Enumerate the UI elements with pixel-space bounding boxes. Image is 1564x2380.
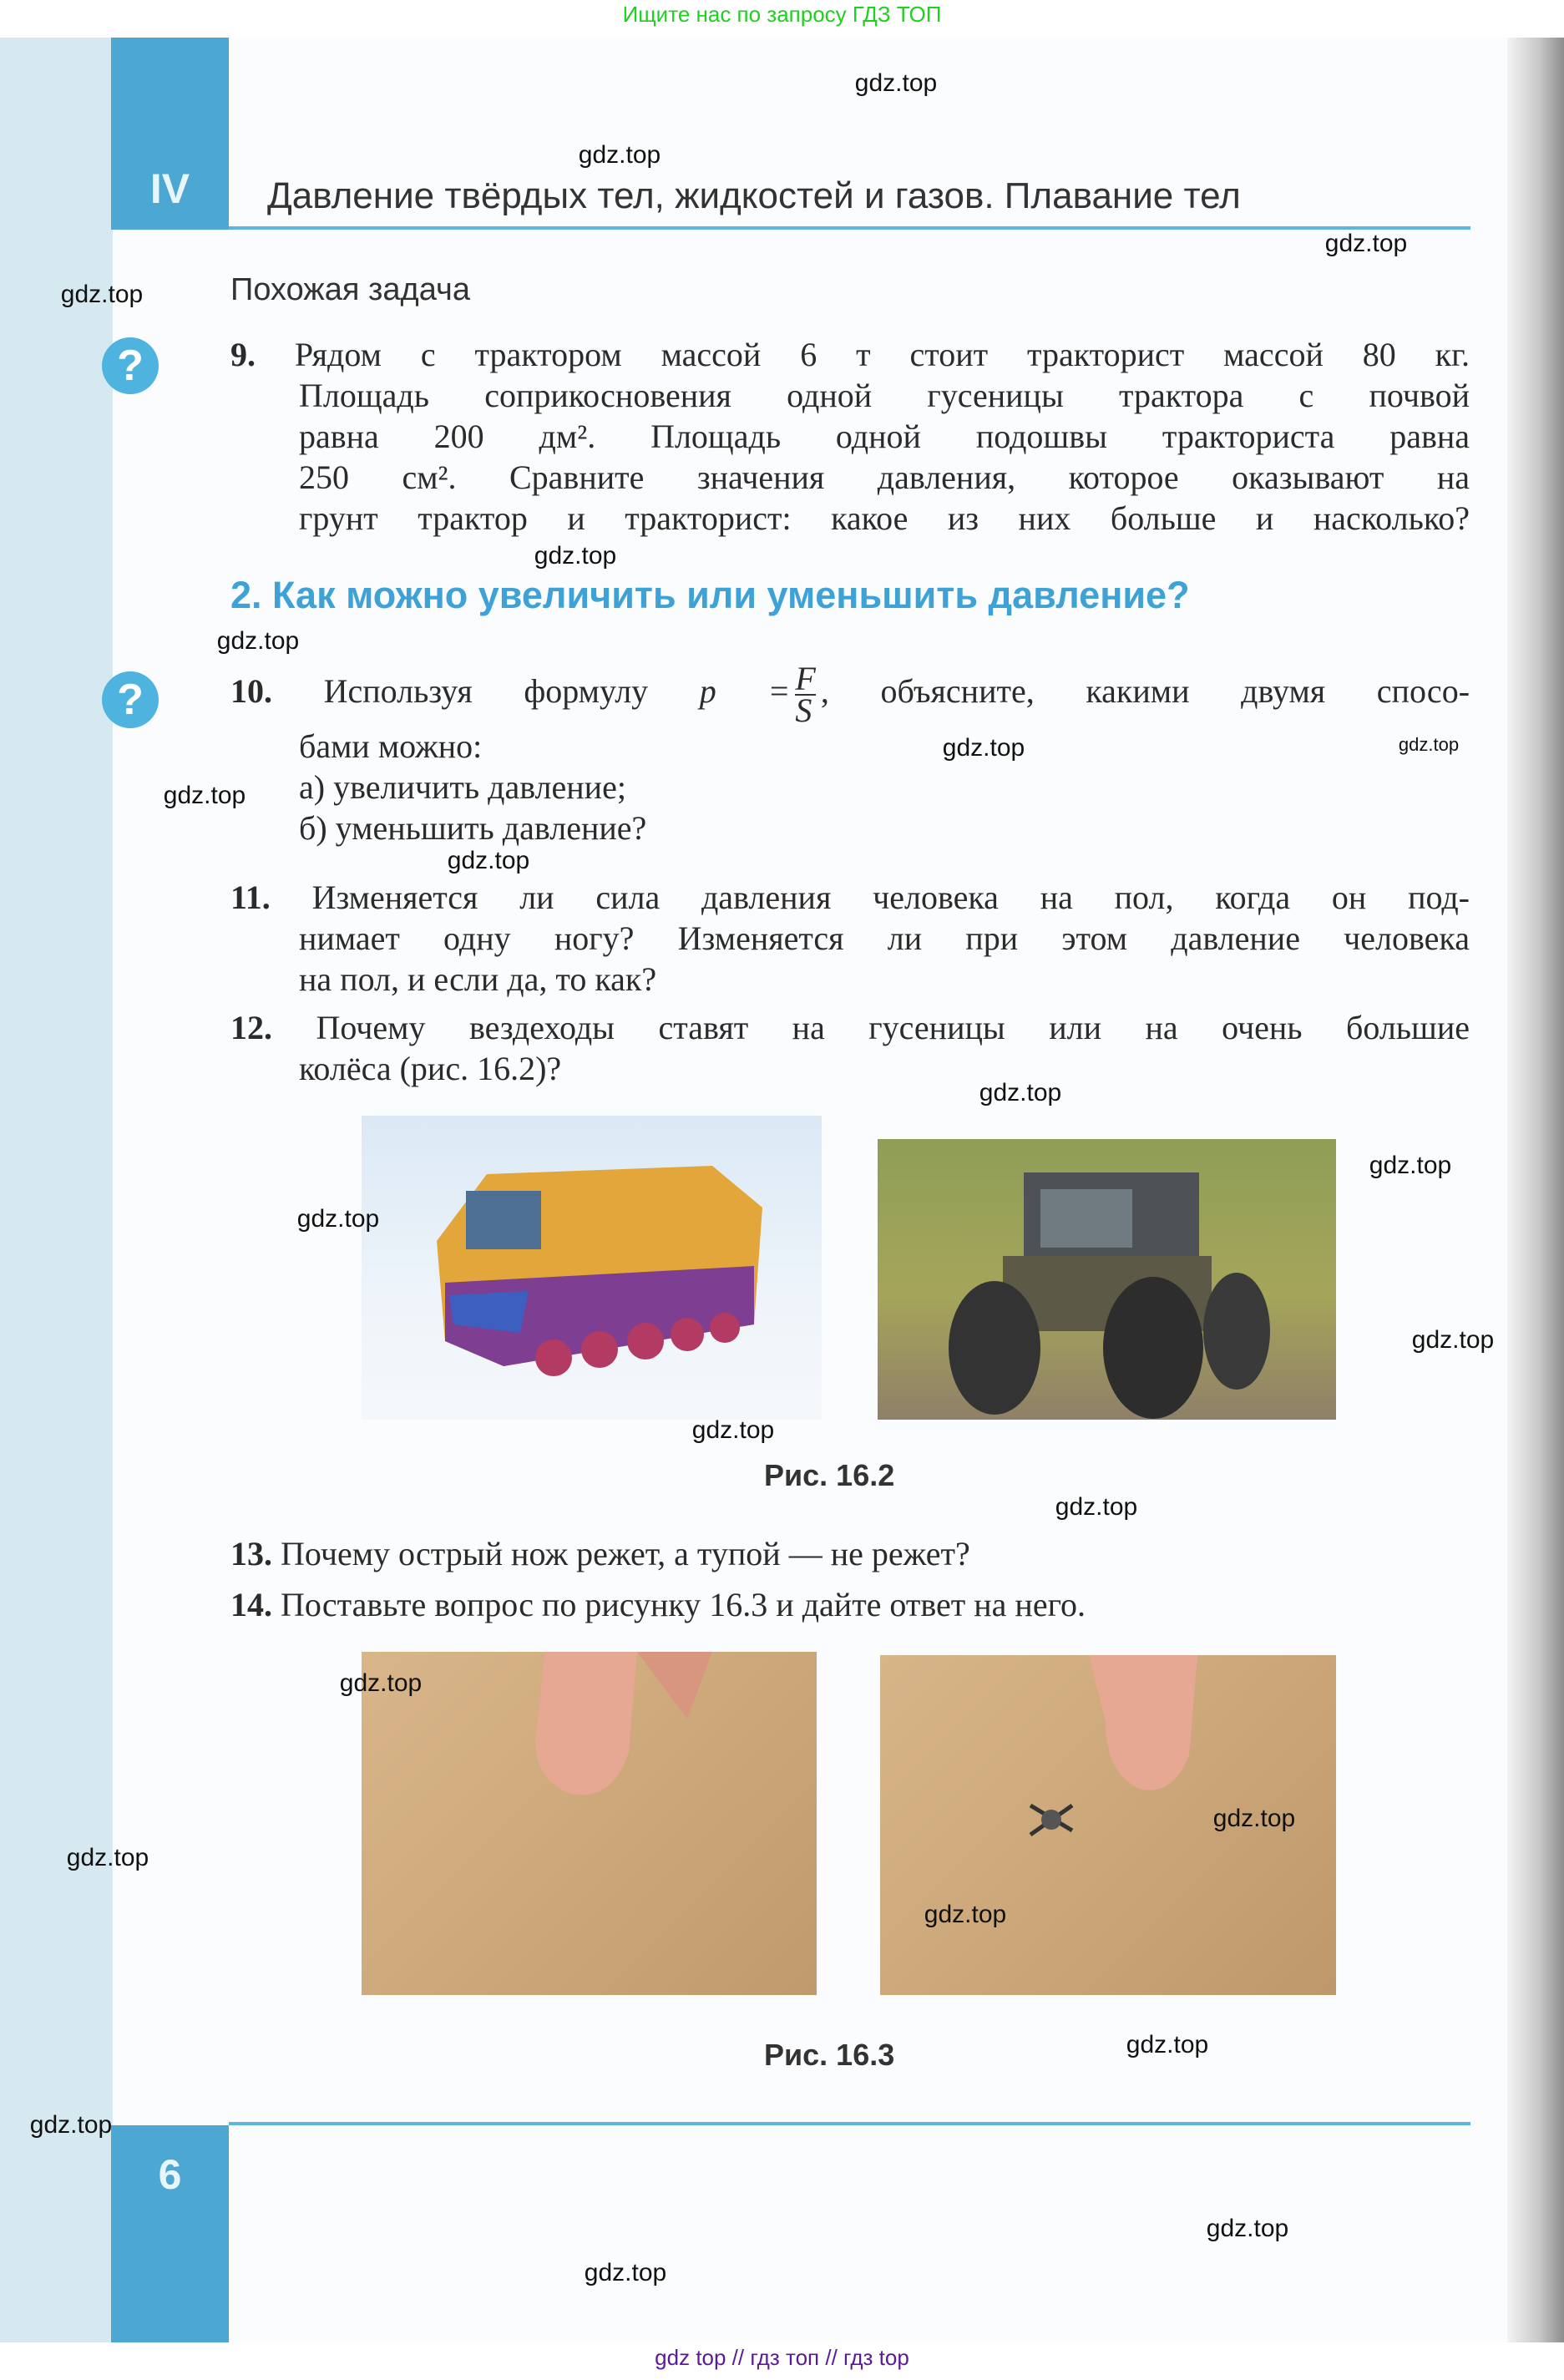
watermark: gdz.top	[854, 69, 938, 97]
finger-on-table-photo	[362, 1652, 817, 1995]
watermark: gdz.top	[1206, 2215, 1289, 2242]
watermark: gdz.top	[979, 1079, 1062, 1106]
task-text: 250 см². Сравните значения давления, которое оказывают на	[299, 458, 1470, 496]
section-heading: 2. Как можно увеличить или уменьшить давление?	[230, 574, 1190, 616]
task-text: Площадь соприкосновения одной гусеницы трактора с почвой	[299, 377, 1470, 414]
watermark: gdz.top	[339, 1669, 423, 1697]
task-number: 12.	[230, 1009, 272, 1046]
task-number: 10.	[230, 672, 272, 710]
search-banner[interactable]: Ищите нас по запросу ГДЗ ТОП	[622, 2, 942, 27]
watermark: gdz.top	[447, 847, 530, 874]
watermark: gdz.top	[942, 734, 1025, 762]
denominator: S	[795, 691, 812, 729]
figure-caption: Рис. 16.3	[764, 2038, 895, 2072]
watermark: gdz.top	[1324, 230, 1408, 257]
watermark: gdz.top	[578, 141, 661, 169]
task-option-a: а) увеличить давление;	[299, 767, 626, 806]
page-margin	[0, 38, 113, 2342]
watermark: gdz.top	[29, 2111, 113, 2139]
task-text: Почему вездеходы ставят на гусеницы или на очень большие	[316, 1009, 1470, 1046]
watermark: gdz.top	[1411, 1326, 1495, 1354]
watermark: gdz.top	[1398, 734, 1460, 755]
task-10	[230, 658, 1470, 848]
question-icon: ?	[102, 671, 159, 728]
task-option-b: б) уменьшить давление?	[299, 808, 647, 847]
watermark: gdz.top	[163, 782, 246, 809]
figure-caption: Рис. 16.2	[764, 1458, 895, 1492]
watermark: gdz.top	[1126, 2031, 1209, 2058]
watermark: gdz.top	[216, 627, 300, 655]
watermark: gdz.top	[691, 1416, 775, 1444]
numerator: F	[795, 659, 816, 697]
task-11	[230, 877, 1470, 1000]
footer-links[interactable]: gdz top // гдз топ // гдз top	[655, 2345, 909, 2370]
task-text: бами можно:	[299, 727, 483, 765]
task-number: 14.	[230, 1586, 272, 1623]
task-14	[230, 1584, 1470, 1625]
similar-task-label: Похожая задача	[230, 272, 470, 307]
task-text: равна 200 дм². Площадь одной подошвы тракториста равна	[299, 418, 1470, 455]
header-rule	[229, 226, 1470, 230]
task-9	[230, 334, 1470, 539]
watermark: gdz.top	[1369, 1152, 1452, 1179]
watermark: gdz.top	[584, 2259, 667, 2286]
chapter-tab: IV	[111, 38, 229, 230]
task-12	[230, 1007, 1470, 1089]
big-wheel-offroad-vehicle-photo	[878, 1139, 1336, 1420]
watermark: gdz.top	[1212, 1805, 1296, 1832]
watermark: gdz.top	[924, 1901, 1007, 1928]
task-text: нимает одну ногу? Изменяется ли при этом давление человека	[299, 919, 1470, 957]
tracked-vehicle-photo	[362, 1116, 822, 1420]
page-number: 6	[111, 2125, 229, 2342]
task-text: Используя формулу	[323, 672, 649, 710]
task-text: грунт трактор и тракторист: какое из них больше и насколько?	[299, 499, 1470, 537]
task-13	[230, 1533, 1470, 1574]
task-text: Поставьте вопрос по рисунку 16.3 и дайте ответ на него.	[281, 1586, 1086, 1623]
task-text: колёса (рис. 16.2)?	[299, 1050, 562, 1087]
formula-fraction	[795, 659, 816, 729]
watermark: gdz.top	[1055, 1493, 1138, 1521]
task-number: 11.	[230, 879, 271, 916]
task-number: 9.	[230, 336, 256, 373]
task-text: Почему острый нож режет, а тупой — не режет?	[281, 1535, 970, 1572]
task-text: Рядом с трактором массой 6 т стоит тракторист массой 80 кг.	[294, 336, 1470, 373]
book-spine-shadow	[1507, 38, 1564, 2342]
question-icon: ?	[102, 337, 159, 394]
watermark: gdz.top	[534, 542, 617, 570]
watermark: gdz.top	[296, 1205, 380, 1233]
task-text: на пол, и если да, то как?	[299, 960, 657, 998]
watermark: gdz.top	[66, 1844, 149, 1871]
task-text: Изменяется ли сила давления человека на пол, когда он под-	[311, 879, 1470, 916]
page-title: Давление твёрдых тел, жидкостей и газов. Плавание тел	[267, 175, 1241, 216]
formula-lhs: p =	[699, 672, 791, 710]
footer-rule	[229, 2122, 1470, 2125]
task-text: , объясните, какими двумя спосо-	[820, 672, 1470, 710]
task-number: 13.	[230, 1535, 272, 1572]
watermark: gdz.top	[60, 281, 144, 308]
